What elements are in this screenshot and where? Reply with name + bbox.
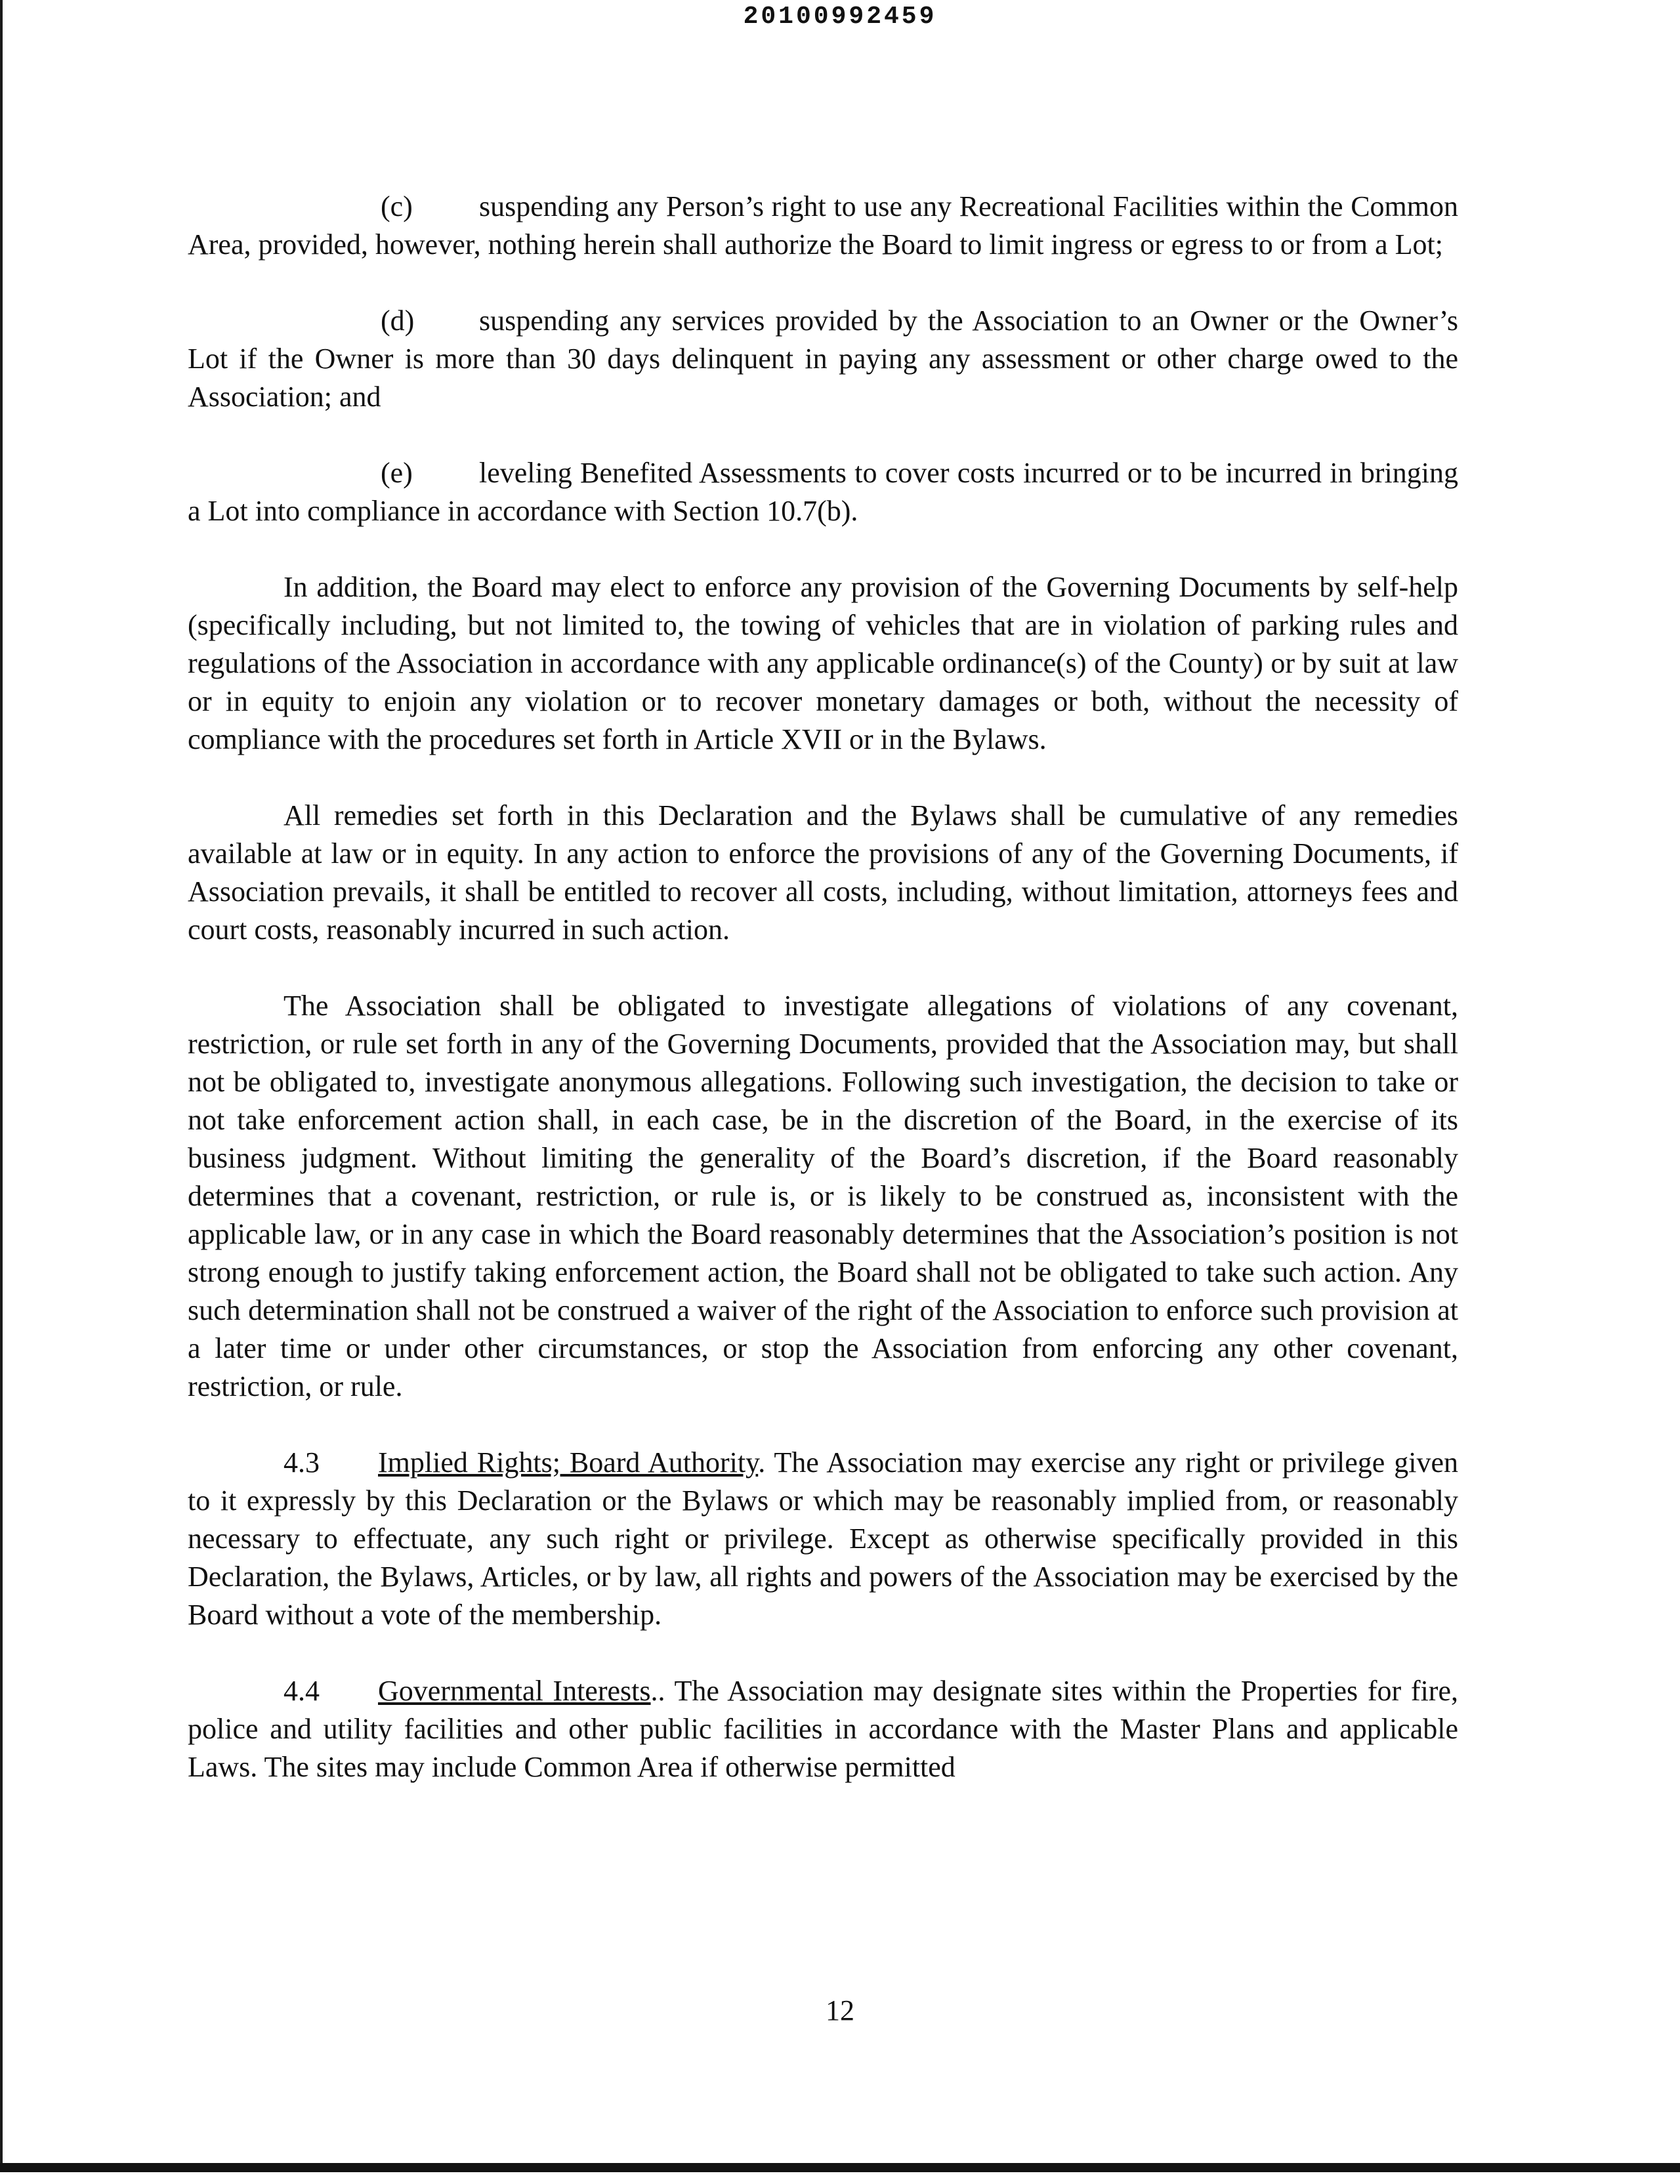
section-4-4-number: 4.4 <box>284 1675 320 1707</box>
item-d-label: (d) <box>381 304 415 337</box>
page-number: 12 <box>826 1994 854 2026</box>
item-e <box>188 454 1458 530</box>
page-bottom-border <box>0 2163 1680 2172</box>
section-4-3 <box>188 1444 1458 1634</box>
page-left-border <box>0 0 3 2163</box>
paragraph-remedies: All remedies set forth in this Declaration and the Bylaws shall be cumulative of any remedies available at law or in equity. In any action to enforce the provisions of any of the Governing Documents, if Association prevails, it shall be entitled to recover all costs, including, without limitation, attorneys fees and court costs, reasonably incurred in such action. <box>188 799 1458 946</box>
section-4-4-title: Governmental Interests <box>378 1675 651 1707</box>
paragraph-self-help: In addition, the Board may elect to enforce any provision of the Governing Documents by self-help (specifically including, but not limited to, the towing of vehicles that are in violation of parking rules and regulations of the Association in accordance with any applicable ordinance(s) of the County) or by suit at law or in equity to enjoin any violation or to recover monetary damages or both, without the necessity of compliance with the procedures set forth in Article XVII or in the Bylaws. <box>188 571 1458 755</box>
section-4-3-number: 4.3 <box>284 1446 320 1479</box>
paragraph-investigate: The Association shall be obligated to investigate allegations of violations of any covenant, restriction, or rule set forth in any of the Governing Documents, provided that the Association may, but shall not be obligated to, investigate anonymous allegations. Following such investigation, the decision to take or not take enforcement action shall, in each case, be in the discretion of the Board, in the exercise of its business judgment. Without limiting the generality of the Board’s discretion, if the Board reasonably determines that a covenant, restriction, or rule is, or is likely to be construed as, inconsistent with the applicable law, or in any case in which the Board reasonably determines that the Association’s position is not strong enough to justify taking enforcement action, the Board shall not be obligated to take such action. Any such determination shall not be construed a waiver of the right of the Association to enforce such provision at a later time or under other circumstances, or stop the Association from enforcing any other covenant, restriction, or rule. <box>188 990 1458 1402</box>
section-4-4-text: .. The Association may designate sites within the Properties for fire, police and utility facilities and other public facilities in accordance with the Master Plans and applicable Laws. The sites may include Common Area if otherwise permitted <box>188 1675 1458 1783</box>
document-number: 20100992459 <box>743 3 937 31</box>
item-e-text: leveling Benefited Assessments to cover costs incurred or to be incurred in bringing a Lot into compliance in accordance with Section 10.7(b). <box>188 457 1458 527</box>
item-c-text: suspending any Person’s right to use any Recreational Facilities within the Common Area, provided, however, nothing herein shall authorize the Board to limit ingress or egress to or from a Lot; <box>188 190 1458 261</box>
item-d <box>188 302 1458 416</box>
item-d-text: suspending any services provided by the Association to an Owner or the Owner’s Lot if the Owner is more than 30 days delinquent in paying any assessment or other charge owed to the Association; and <box>188 304 1458 413</box>
item-c-label: (c) <box>381 190 413 222</box>
item-e-label: (e) <box>381 457 413 489</box>
item-c <box>188 188 1458 264</box>
section-4-3-text: . The Association may exercise any right or privilege given to it expressly by this Declaration or the Bylaws or which may be reasonably implied from, or reasonably necessary to effectuate, any such right or privilege. Except as otherwise specifically provided in this Declaration, the Bylaws, Articles, or by law, all rights and powers of the Association may be exercised by the Board without a vote of the membership. <box>188 1446 1458 1631</box>
section-4-4 <box>188 1672 1458 1786</box>
document-body <box>188 188 1458 1824</box>
section-4-3-title: Implied Rights; Board Authority <box>378 1446 759 1479</box>
